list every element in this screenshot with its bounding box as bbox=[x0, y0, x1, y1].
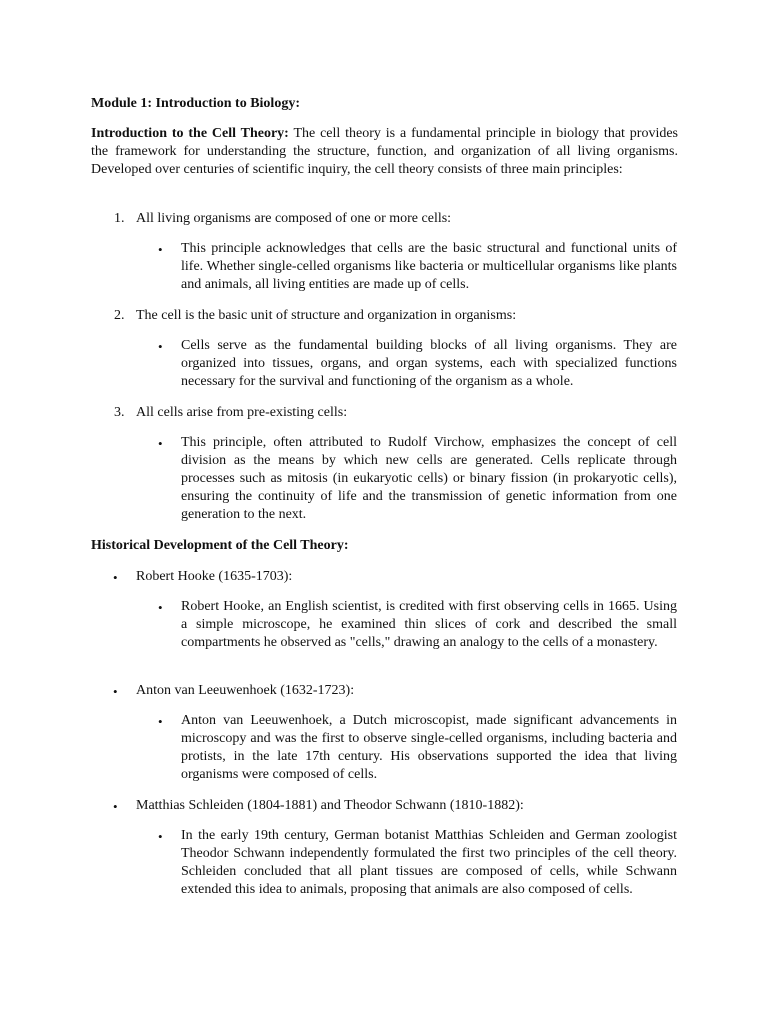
intro-text: The cell theory is a fundamental principle in biology that provides the framework for understanding the structure, function, and organization of all living organisms. Developed over centuries of scientific inquiry, the cell theory consists of three main principles: bbox=[91, 126, 678, 177]
history-heading: Historical Development of the Cell Theory: bbox=[91, 538, 349, 553]
module-title: Module 1: Introduction to Biology: bbox=[91, 96, 300, 111]
history-item-detail: Anton van Leeuwenhoek, a Dutch microscopist, made significant advancements in microscopy and was the first to observe single-celled organisms, including bacteria and protists, in the late 17th century. His observations supported the idea that living organisms were composed of cells. bbox=[181, 713, 677, 782]
history-item-title: Robert Hooke (1635-1703): bbox=[136, 569, 293, 584]
principle-title: All living organisms are composed of one or more cells: bbox=[136, 211, 452, 226]
bullet-icon: • bbox=[158, 829, 163, 844]
bullet-icon: • bbox=[158, 242, 163, 257]
intro-heading: Introduction to the Cell Theory: bbox=[91, 126, 289, 141]
bullet-icon: • bbox=[113, 799, 118, 814]
principle-number: 3. bbox=[114, 405, 125, 420]
history-item-detail: Robert Hooke, an English scientist, is credited with first observing cells in 1665. Using a simple microscope, he examined thin slices of cork and described the small compartments he observed as "cells," drawing an analogy to the cells of a monastery. bbox=[181, 599, 677, 650]
principle-detail: Cells serve as the fundamental building blocks of all living organisms. They are organized into tissues, organs, and organ systems, each with specialized functions necessary for the survival and functioning of the organism as a whole. bbox=[181, 338, 677, 389]
principle-detail: This principle, often attributed to Rudolf Virchow, emphasizes the concept of cell division as the means by which new cells are generated. Cells replicate through processes such as mitosis (in eukaryotic cells) or binary fission (in prokaryotic cells), ensuring the continuity of life and the transmission of genetic information from one generation to the next. bbox=[181, 435, 677, 522]
history-item-title: Matthias Schleiden (1804-1881) and Theodor Schwann (1810-1882): bbox=[136, 798, 524, 813]
bullet-icon: • bbox=[113, 570, 118, 585]
bullet-icon: • bbox=[158, 436, 163, 451]
principle-number: 1. bbox=[114, 211, 125, 226]
history-item-title: Anton van Leeuwenhoek (1632-1723): bbox=[136, 683, 355, 698]
intro-paragraph bbox=[91, 125, 678, 179]
history-item-detail: In the early 19th century, German botanist Matthias Schleiden and German zoologist Theodor Schwann independently formulated the first two principles of the cell theory. Schleiden concluded that all plant tissues are composed of cells, while Schwann extended this idea to animals, proposing that animals are also composed of cells. bbox=[181, 828, 677, 897]
principle-detail: This principle acknowledges that cells are the basic structural and functional units of life. Whether single-celled organisms like bacteria or multicellular organisms like plants and animals, all living entities are made up of cells. bbox=[181, 241, 677, 292]
bullet-icon: • bbox=[158, 339, 163, 354]
bullet-icon: • bbox=[158, 714, 163, 729]
bullet-icon: • bbox=[158, 600, 163, 615]
principle-number: 2. bbox=[114, 308, 125, 323]
bullet-icon: • bbox=[113, 684, 118, 699]
principle-title: The cell is the basic unit of structure and organization in organisms: bbox=[136, 308, 517, 323]
principle-title: All cells arise from pre-existing cells: bbox=[136, 405, 348, 420]
